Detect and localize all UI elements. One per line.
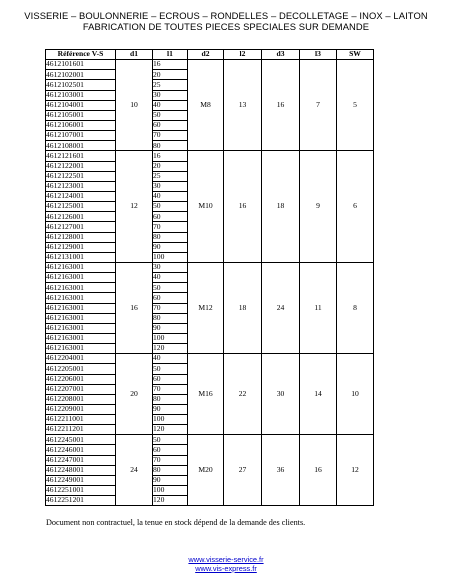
reference-cell: 4612107001 xyxy=(46,131,116,141)
table-row xyxy=(46,435,374,445)
l1-cell: 30 xyxy=(153,90,188,100)
l1-cell: 80 xyxy=(153,313,188,323)
reference-cell: 4612251201 xyxy=(46,496,116,506)
l1-cell: 120 xyxy=(153,344,188,354)
header-line-1: VISSERIE – BOULONNERIE – ECROUS – RONDELLES – DECOLLETAGE – INOX – LAITON xyxy=(24,10,428,21)
table-row xyxy=(46,262,374,272)
reference-cell: 4612163001 xyxy=(46,344,116,354)
table-header-row xyxy=(46,50,374,60)
document-header xyxy=(0,11,452,32)
reference-cell: 4612125001 xyxy=(46,202,116,212)
product-spec-table xyxy=(45,49,374,506)
reference-cell: 4612103001 xyxy=(46,90,116,100)
l1-cell: 120 xyxy=(153,496,188,506)
l1-cell: 90 xyxy=(153,323,188,333)
l1-cell: 90 xyxy=(153,242,188,252)
l1-cell: 100 xyxy=(153,252,188,262)
sw-cell: 8 xyxy=(337,262,374,353)
l1-cell: 60 xyxy=(153,212,188,222)
column-header: d3 xyxy=(262,50,300,60)
l1-cell: 70 xyxy=(153,222,188,232)
l1-cell: 60 xyxy=(153,374,188,384)
reference-cell: 4612163001 xyxy=(46,293,116,303)
d3-cell: 16 xyxy=(262,60,300,151)
reference-cell: 4612211001 xyxy=(46,415,116,425)
reference-cell: 4612127001 xyxy=(46,222,116,232)
reference-cell: 4612122501 xyxy=(46,171,116,181)
reference-cell: 4612108001 xyxy=(46,141,116,151)
d2-cell: M12 xyxy=(188,262,224,353)
l1-cell: 90 xyxy=(153,475,188,485)
sw-cell: 5 xyxy=(337,60,374,151)
reference-cell: 4612101601 xyxy=(46,60,116,70)
reference-cell: 4612126001 xyxy=(46,212,116,222)
l1-cell: 50 xyxy=(153,283,188,293)
l1-cell: 120 xyxy=(153,425,188,435)
reference-cell: 4612205001 xyxy=(46,364,116,374)
reference-cell: 4612163001 xyxy=(46,313,116,323)
l3-cell: 11 xyxy=(300,262,337,353)
l1-cell: 50 xyxy=(153,364,188,374)
l3-cell: 16 xyxy=(300,435,337,506)
d1-cell: 24 xyxy=(116,435,153,506)
reference-cell: 4612251001 xyxy=(46,486,116,496)
reference-cell: 4612124001 xyxy=(46,191,116,201)
l1-cell: 40 xyxy=(153,273,188,283)
reference-cell: 4612129001 xyxy=(46,242,116,252)
l1-cell: 100 xyxy=(153,415,188,425)
l1-cell: 20 xyxy=(153,161,188,171)
l1-cell: 30 xyxy=(153,181,188,191)
reference-cell: 4612163001 xyxy=(46,303,116,313)
d1-cell: 10 xyxy=(116,60,153,151)
l1-cell: 16 xyxy=(153,151,188,161)
l1-cell: 16 xyxy=(153,60,188,70)
reference-cell: 4612163001 xyxy=(46,262,116,272)
d1-cell: 20 xyxy=(116,354,153,435)
reference-cell: 4612105001 xyxy=(46,110,116,120)
website-link-vis-express[interactable]: www.vis-express.fr xyxy=(195,564,257,573)
l1-cell: 100 xyxy=(153,486,188,496)
reference-cell: 4612247001 xyxy=(46,455,116,465)
l1-cell: 60 xyxy=(153,293,188,303)
l2-cell: 27 xyxy=(224,435,262,506)
website-link-visserie-service[interactable]: www.visserie-service.fr xyxy=(188,555,264,564)
l1-cell: 70 xyxy=(153,131,188,141)
footer-links xyxy=(0,555,452,573)
l1-cell: 80 xyxy=(153,141,188,151)
d1-cell: 16 xyxy=(116,262,153,353)
column-header: l3 xyxy=(300,50,337,60)
d3-cell: 30 xyxy=(262,354,300,435)
reference-cell: 4612211201 xyxy=(46,425,116,435)
l2-cell: 13 xyxy=(224,60,262,151)
reference-cell: 4612102001 xyxy=(46,70,116,80)
l1-cell: 40 xyxy=(153,100,188,110)
reference-cell: 4612163001 xyxy=(46,323,116,333)
l3-cell: 7 xyxy=(300,60,337,151)
reference-cell: 4612245001 xyxy=(46,435,116,445)
reference-cell: 4612249001 xyxy=(46,475,116,485)
l3-cell: 14 xyxy=(300,354,337,435)
l1-cell: 30 xyxy=(153,262,188,272)
column-header: l2 xyxy=(224,50,262,60)
l1-cell: 70 xyxy=(153,303,188,313)
column-header: SW xyxy=(337,50,374,60)
d2-cell: M20 xyxy=(188,435,224,506)
d2-cell: M8 xyxy=(188,60,224,151)
reference-cell: 4612121601 xyxy=(46,151,116,161)
disclaimer-note: Document non contractuel, la tenue en stock dépend de la demande des clients. xyxy=(46,518,306,527)
d2-cell: M16 xyxy=(188,354,224,435)
sw-cell: 6 xyxy=(337,151,374,263)
l1-cell: 90 xyxy=(153,404,188,414)
reference-cell: 4612163001 xyxy=(46,333,116,343)
reference-cell: 4612246001 xyxy=(46,445,116,455)
column-header: d2 xyxy=(188,50,224,60)
reference-cell: 4612207001 xyxy=(46,384,116,394)
l1-cell: 20 xyxy=(153,70,188,80)
sw-cell: 10 xyxy=(337,354,374,435)
l2-cell: 22 xyxy=(224,354,262,435)
l3-cell: 9 xyxy=(300,151,337,263)
l2-cell: 16 xyxy=(224,151,262,263)
l1-cell: 100 xyxy=(153,333,188,343)
header-line-2: FABRICATION DE TOUTES PIECES SPECIALES SUR DEMANDE xyxy=(82,20,370,32)
l1-cell: 80 xyxy=(153,394,188,404)
l1-cell: 70 xyxy=(153,384,188,394)
l1-cell: 25 xyxy=(153,80,188,90)
reference-cell: 4612106001 xyxy=(46,120,116,130)
reference-cell: 4612163001 xyxy=(46,273,116,283)
reference-cell: 4612206001 xyxy=(46,374,116,384)
column-header: l1 xyxy=(153,50,188,60)
d3-cell: 24 xyxy=(262,262,300,353)
table-row xyxy=(46,151,374,161)
column-header: d1 xyxy=(116,50,153,60)
d3-cell: 18 xyxy=(262,151,300,263)
l1-cell: 50 xyxy=(153,435,188,445)
l1-cell: 80 xyxy=(153,232,188,242)
l1-cell: 70 xyxy=(153,455,188,465)
reference-cell: 4612163001 xyxy=(46,283,116,293)
l1-cell: 25 xyxy=(153,171,188,181)
reference-cell: 4612131001 xyxy=(46,252,116,262)
reference-cell: 4612248001 xyxy=(46,465,116,475)
sw-cell: 12 xyxy=(337,435,374,506)
l1-cell: 50 xyxy=(153,202,188,212)
l1-cell: 40 xyxy=(153,354,188,364)
table-body xyxy=(46,60,374,506)
l1-cell: 50 xyxy=(153,110,188,120)
reference-cell: 4612102501 xyxy=(46,80,116,90)
reference-cell: 4612128001 xyxy=(46,232,116,242)
d3-cell: 36 xyxy=(262,435,300,506)
l1-cell: 40 xyxy=(153,191,188,201)
table-row xyxy=(46,354,374,364)
d2-cell: M10 xyxy=(188,151,224,263)
column-header: Référence V-S xyxy=(46,50,116,60)
reference-cell: 4612122001 xyxy=(46,161,116,171)
l1-cell: 60 xyxy=(153,445,188,455)
table-row xyxy=(46,60,374,70)
reference-cell: 4612204001 xyxy=(46,354,116,364)
reference-cell: 4612123001 xyxy=(46,181,116,191)
reference-cell: 4612209001 xyxy=(46,404,116,414)
l1-cell: 60 xyxy=(153,120,188,130)
d1-cell: 12 xyxy=(116,151,153,263)
l1-cell: 80 xyxy=(153,465,188,475)
l2-cell: 18 xyxy=(224,262,262,353)
reference-cell: 4612208001 xyxy=(46,394,116,404)
reference-cell: 4612104001 xyxy=(46,100,116,110)
